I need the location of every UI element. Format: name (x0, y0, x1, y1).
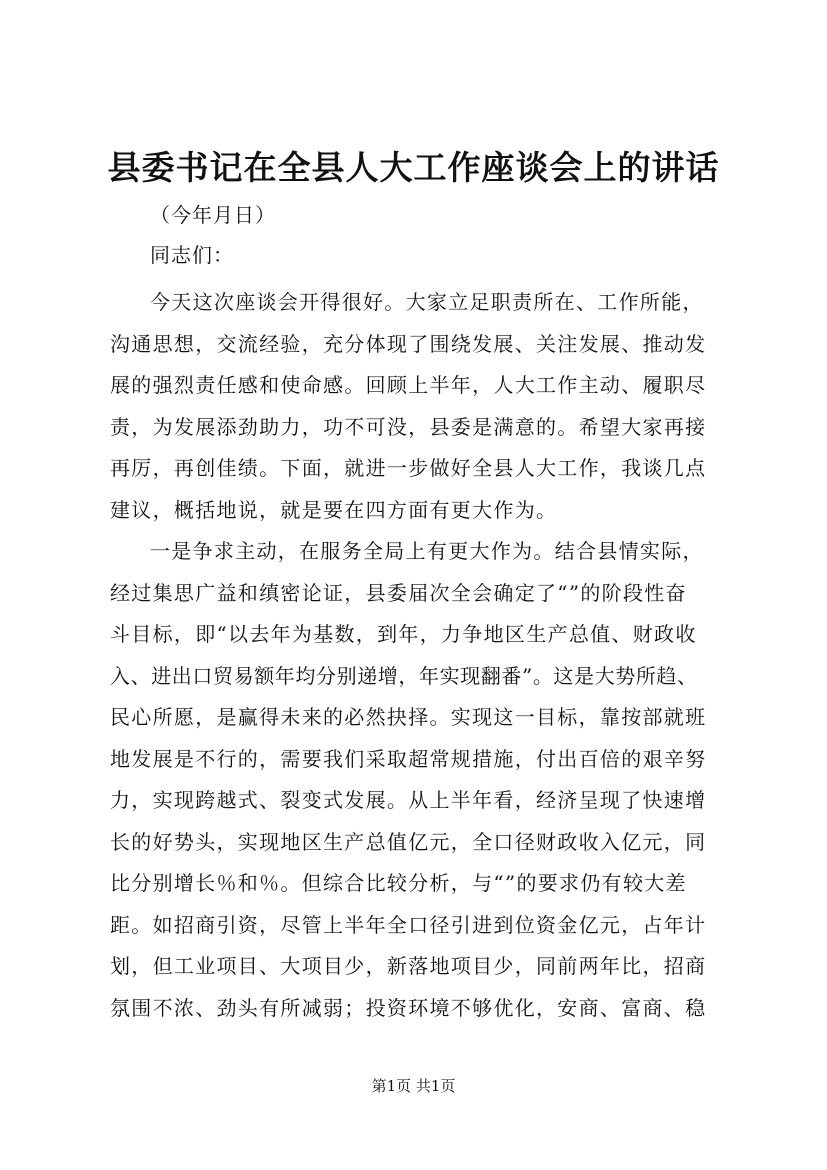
page-footer: 第1页 共1页 (371, 1077, 456, 1095)
paragraph-line: 比分别增长％和％。但综合比较分析，与“”的要求仍有较大差 (110, 871, 687, 895)
paragraph-line: 入、进出口贸易额年均分别递增，年实现翻番”。这是大势所趋、 (110, 663, 698, 688)
body-text (110, 282, 740, 1029)
document-title: 县委书记在全县人大工作座谈会上的讲话 (107, 148, 720, 187)
paragraph-line: 一是争求主动，在服务全局上有更大作为。结合县情实际， (150, 539, 704, 563)
paragraph-line: 距。如招商引资，尽管上半年全口径引进到位资金亿元，占年计 (110, 912, 707, 937)
salutation: 同志们： (150, 243, 234, 267)
paragraph-line: 长的好势头，实现地区生产总值亿元，全口径财政收入亿元，同 (110, 829, 707, 854)
paragraph-line: 斗目标，即“以去年为基数，到年，力争地区生产总值、财政收 (110, 622, 697, 646)
paragraph-line: 氛围不浓、劲头有所减弱；投资环境不够优化，安商、富商、稳 (110, 995, 707, 1020)
paragraph-line: 建议，概括地说，就是要在四方面有更大作为。 (110, 497, 558, 522)
paragraph-line: 经过集思广益和缜密论证，县委届次全会确定了“”的阶段性奋 (110, 580, 687, 605)
paragraph-line: 划，但工业项目、大项目少，新落地项目少，同前两年比，招商 (110, 954, 707, 978)
paragraph-line: 地发展是不行的，需要我们采取超常规措施，付出百倍的艰辛努 (110, 746, 707, 771)
paragraph-line: 力，实现跨越式、裂变式发展。从上半年看，经济呈现了快速增 (110, 788, 707, 812)
paragraph-line: 今天这次座谈会开得很好。大家立足职责所在、工作所能， (150, 290, 704, 314)
paragraph-line: 责，为发展添劲助力，功不可没，县委是满意的。希望大家再接 (110, 414, 707, 439)
date-line: （今年月日） (150, 203, 276, 227)
paragraph-line: 展的强烈责任感和使命感。回顾上半年，人大工作主动、履职尽 (110, 373, 707, 397)
paragraph-line: 民心所愿，是赢得未来的必然抉择。实现这一目标，靠按部就班 (110, 705, 707, 729)
paragraph-line: 再厉，再创佳绩。下面，就进一步做好全县人大工作，我谈几点 (110, 456, 707, 480)
paragraph-line: 沟通思想，交流经验，充分体现了围绕发展、关注发展、推动发 (110, 331, 707, 356)
